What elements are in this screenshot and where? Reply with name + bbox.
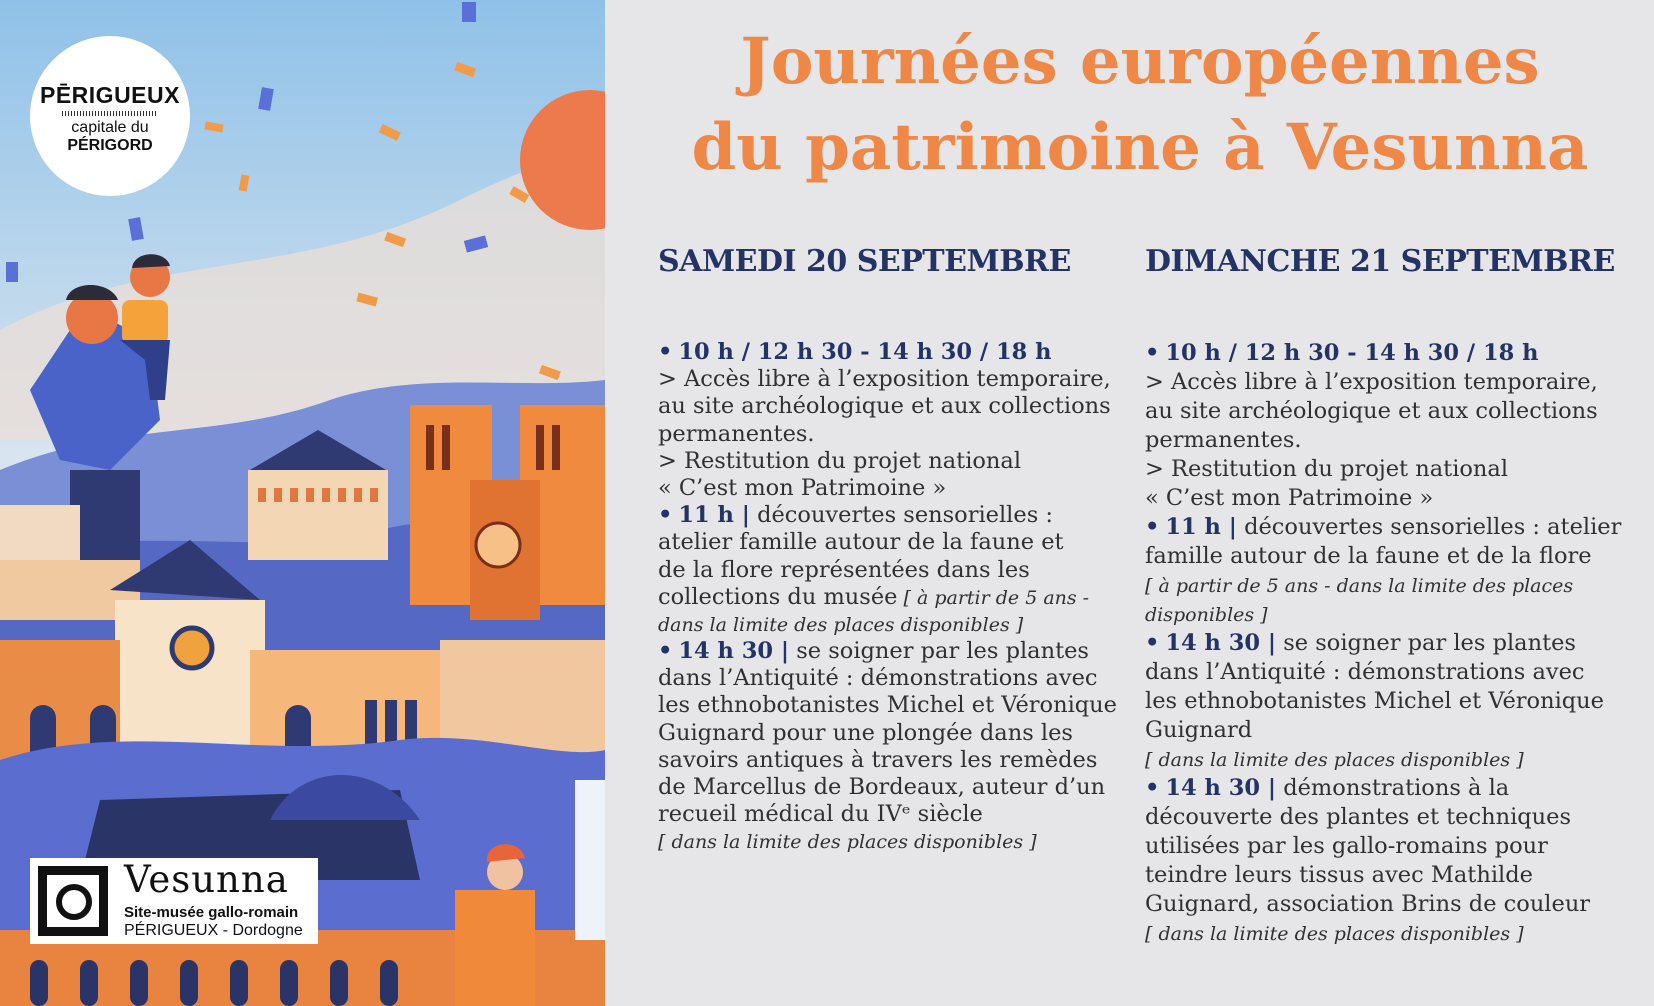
program-time: 14 h 30 | bbox=[678, 638, 790, 665]
program-text: Guignard pour une plongée dans les bbox=[658, 719, 1073, 746]
program-time: 10 h / 12 h 30 - 14 h 30 / 18 h bbox=[1165, 340, 1539, 366]
program-text: au site archéologique et aux collections bbox=[658, 393, 1111, 420]
program-time: 14 h 30 | bbox=[1165, 630, 1277, 656]
logo-city: PĒRIGUEUX bbox=[40, 82, 180, 108]
program-line bbox=[1145, 919, 1621, 948]
program-text: dans l’Antiquité : démonstrations avec bbox=[658, 665, 1098, 692]
program-line bbox=[1145, 687, 1621, 716]
bullet: • bbox=[658, 339, 673, 365]
program-text: se soigner par les plantes bbox=[789, 638, 1089, 665]
program-line bbox=[1145, 455, 1621, 484]
program-line bbox=[1145, 774, 1621, 803]
program-text: au site archéologique et aux collections bbox=[1145, 398, 1598, 424]
program-text: les ethnobotanistes Michel et Véronique bbox=[658, 692, 1117, 719]
program-time: 11 h | bbox=[678, 502, 750, 529]
program-line bbox=[1145, 426, 1621, 455]
logo-region: PÉRIGORD bbox=[67, 137, 153, 154]
program-text: teindre leurs tissus avec Mathilde bbox=[1145, 862, 1533, 888]
program-note: [ dans la limite des places disponibles ] bbox=[1145, 749, 1524, 771]
program-note: dans la limite des places disponibles ] bbox=[658, 613, 1024, 636]
sunday-heading: DIMANCHE 21 SEPTEMBRE bbox=[1145, 244, 1615, 279]
program-note: disponibles ] bbox=[1145, 604, 1268, 626]
program-line bbox=[1145, 368, 1621, 397]
program-note: [ à partir de 5 ans - dans la limite des places bbox=[1145, 575, 1574, 597]
program-text: > Accès libre à l’exposition temporaire, bbox=[1145, 369, 1598, 395]
program-text: « C’est mon Patrimoine » bbox=[1145, 485, 1434, 511]
bullet: • bbox=[1145, 775, 1160, 801]
program-line bbox=[658, 475, 1117, 502]
bullet: • bbox=[658, 638, 673, 665]
program-time: 10 h / 12 h 30 - 14 h 30 / 18 h bbox=[678, 339, 1052, 365]
bullet: • bbox=[1145, 340, 1160, 366]
program-line bbox=[658, 557, 1117, 584]
museum-name: Vesunna bbox=[124, 858, 289, 901]
program-text: Guignard bbox=[1145, 717, 1253, 743]
program-text: dans l’Antiquité : démonstrations avec bbox=[1145, 659, 1585, 685]
vesunna-mark-icon bbox=[38, 866, 108, 936]
program-text: de Marcellus de Bordeaux, auteur d’un bbox=[658, 774, 1106, 800]
perigueux-logo bbox=[30, 36, 190, 196]
program-note: [ dans la limite des places disponibles ] bbox=[658, 831, 1037, 854]
sunday-program bbox=[1145, 339, 1621, 948]
program-line bbox=[1145, 832, 1621, 861]
program-text: atelier famille autour de la faune et bbox=[658, 529, 1064, 556]
program-line bbox=[1145, 745, 1621, 774]
program-line bbox=[658, 665, 1117, 692]
program-line bbox=[658, 529, 1117, 556]
program-text: > Restitution du projet national bbox=[658, 447, 1022, 474]
program-text: de la flore représentées dans les bbox=[658, 556, 1030, 583]
program-time: 14 h 30 | bbox=[1165, 775, 1277, 801]
program-line bbox=[658, 611, 1117, 638]
museum-location: PÉRIGUEUX - Dordogne bbox=[124, 922, 303, 939]
program-text: permanentes. bbox=[658, 420, 815, 447]
bullet: • bbox=[658, 502, 673, 529]
program-text: découvertes sensorielles : atelier bbox=[1236, 514, 1622, 540]
poster-illustration bbox=[0, 0, 605, 1006]
bullet: • bbox=[1145, 514, 1160, 540]
program-note: [ à partir de 5 ans - bbox=[897, 586, 1090, 609]
program-line bbox=[1145, 890, 1621, 919]
program-line bbox=[658, 747, 1117, 774]
program-text: savoirs antiques à travers les remèdes bbox=[658, 746, 1098, 773]
bullet: • bbox=[1145, 630, 1160, 656]
program-line bbox=[658, 774, 1117, 801]
program-line bbox=[1145, 484, 1621, 513]
program-note: [ dans la limite des places disponibles ] bbox=[1145, 923, 1524, 945]
program-line bbox=[1145, 397, 1621, 426]
program-line bbox=[658, 339, 1117, 366]
program-text: > Accès libre à l’exposition temporaire, bbox=[658, 366, 1111, 393]
logo-tagline: capitale du bbox=[71, 119, 149, 136]
program-line bbox=[658, 393, 1117, 420]
museum-subtitle: Site-musée gallo-romain bbox=[124, 904, 299, 921]
logo-divider bbox=[62, 111, 158, 116]
program-text: se soigner par les plantes bbox=[1276, 630, 1576, 656]
program-text: recueil médical du IVᵉ siècle bbox=[658, 801, 983, 828]
program-line bbox=[1145, 339, 1621, 368]
program-text: famille autour de la faune et de la flore bbox=[1145, 543, 1592, 569]
program-line bbox=[658, 638, 1117, 665]
program-text: > Restitution du projet national bbox=[1145, 456, 1509, 482]
program-line bbox=[1145, 513, 1621, 542]
program-line bbox=[658, 720, 1117, 747]
program-text: permanentes. bbox=[1145, 427, 1302, 453]
program-text: les ethnobotanistes Michel et Véronique bbox=[1145, 688, 1604, 714]
program-line bbox=[1145, 600, 1621, 629]
page-title-line2: du patrimoine à Vesunna bbox=[691, 110, 1589, 185]
program-line bbox=[1145, 716, 1621, 745]
saturday-heading: SAMEDI 20 SEPTEMBRE bbox=[658, 244, 1071, 279]
program-line bbox=[1145, 861, 1621, 890]
vesunna-logo bbox=[30, 858, 318, 944]
page-title-line1: Journées européennes bbox=[740, 24, 1540, 99]
program-text: « C’est mon Patrimoine » bbox=[658, 474, 947, 501]
program-line bbox=[1145, 629, 1621, 658]
program-line bbox=[658, 448, 1117, 475]
program-line bbox=[658, 584, 1117, 611]
program-text: découvertes sensorielles : bbox=[749, 502, 1053, 529]
program-text: collections du musée bbox=[658, 583, 898, 610]
program-line bbox=[1145, 658, 1621, 687]
program-line bbox=[1145, 571, 1621, 600]
program-line bbox=[658, 421, 1117, 448]
program-line bbox=[658, 828, 1117, 855]
program-line bbox=[658, 692, 1117, 719]
program-line bbox=[658, 502, 1117, 529]
program-text: utilisées par les gallo-romains pour bbox=[1145, 833, 1548, 859]
program-text: découverte des plantes et techniques bbox=[1145, 804, 1572, 830]
program-time: 11 h | bbox=[1165, 514, 1237, 540]
program-line bbox=[1145, 803, 1621, 832]
program-text: démonstrations à la bbox=[1276, 775, 1510, 801]
program-text: Guignard, association Brins de couleur bbox=[1145, 891, 1591, 917]
program-line bbox=[658, 366, 1117, 393]
saturday-program bbox=[658, 339, 1117, 856]
program-line bbox=[1145, 542, 1621, 571]
program-line bbox=[658, 801, 1117, 828]
